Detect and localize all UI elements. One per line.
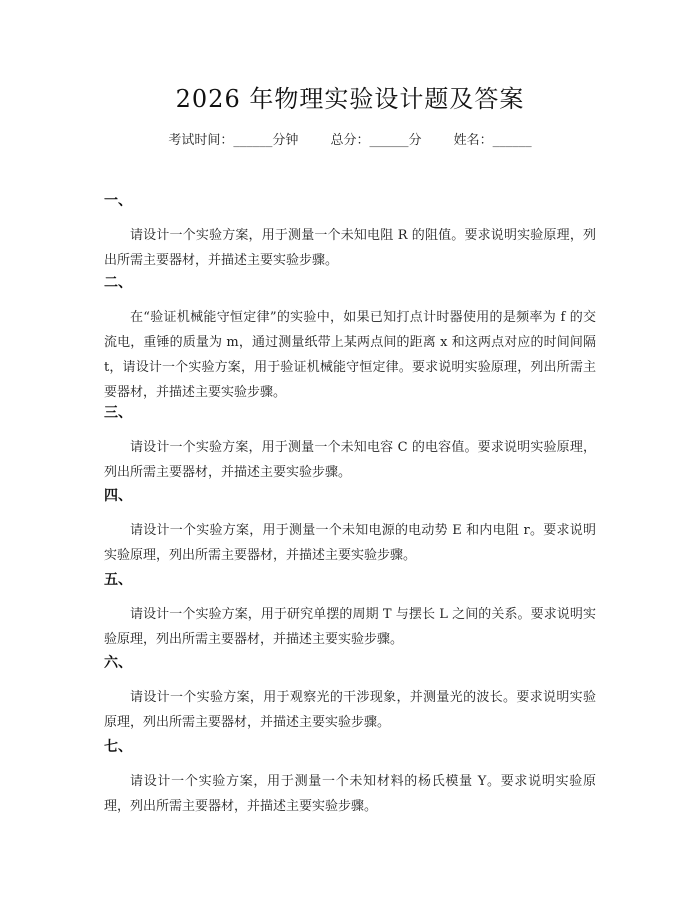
question-1 xyxy=(104,191,596,273)
question-number: 二、 xyxy=(104,275,132,291)
student-name-blank: ______ xyxy=(492,133,532,148)
question-text: 请设计一个实验方案，用于观察光的干涉现象，并测量光的波长。要求说明实验原理，列出所需主要器材，并描述主要实验步骤。 xyxy=(104,690,596,730)
student-name-field xyxy=(454,133,532,148)
question-number: 一、 xyxy=(104,193,132,209)
exam-time-field xyxy=(168,133,302,148)
total-score-label: 总分： xyxy=(330,133,370,148)
question-text: 请设计一个实验方案，用于研究单摆的周期 T 与摆长 L 之间的关系。要求说明实验原理，列出所需主要器材，并描述主要实验步骤。 xyxy=(104,607,596,647)
question-text: 请设计一个实验方案，用于测量一个未知材料的杨氏模量 Y。要求说明实验原理，列出所需主要器材，并描述主要实验步骤。 xyxy=(104,774,596,814)
total-score-unit: 分 xyxy=(408,133,422,148)
total-score-field xyxy=(330,133,425,148)
question-text: 请设计一个实验方案，用于测量一个未知电阻 R 的阻值。要求说明实验原理，列出所需主要器材，并描述主要实验步骤。 xyxy=(104,228,596,268)
question-text: 在“验证机械能守恒定律”的实验中，如果已知打点计时器使用的是频率为 f 的交流电，重锤的质量为 m，通过测量纸带上某两点间的距离 x 和这两点对应的时间间隔 t，请设计一个实验方案，用于验证机械能守恒定律。要求说明实验原理，列出所需主要器材，并描述主要实验步骤。 xyxy=(104,310,596,400)
question-number: 七、 xyxy=(104,739,132,755)
question-3 xyxy=(104,403,596,485)
question-number: 四、 xyxy=(104,488,132,504)
question-number: 五、 xyxy=(104,572,132,588)
question-4 xyxy=(104,486,596,568)
question-6 xyxy=(104,653,596,735)
question-5 xyxy=(104,570,596,652)
total-score-blank: ______ xyxy=(369,133,409,148)
exam-time-label: 考试时间： xyxy=(168,133,234,148)
student-name-label: 姓名： xyxy=(453,133,493,148)
question-text: 请设计一个实验方案，用于测量一个未知电容 C 的电容值。要求说明实验原理，列出所需主要器材，并描述主要实验步骤。 xyxy=(104,440,596,480)
question-number: 六、 xyxy=(104,655,132,671)
page-title: 2026 年物理实验设计题及答案 xyxy=(175,85,525,113)
exam-time-unit: 分钟 xyxy=(272,133,299,148)
question-text: 请设计一个实验方案，用于测量一个未知电源的电动势 E 和内电阻 r。要求说明实验原理，列出所需主要器材，并描述主要实验步骤。 xyxy=(104,523,596,563)
exam-meta-line xyxy=(0,131,700,151)
question-7 xyxy=(104,737,596,819)
question-2 xyxy=(104,273,596,405)
exam-time-blank: ______ xyxy=(233,133,273,148)
question-number: 三、 xyxy=(104,405,132,421)
